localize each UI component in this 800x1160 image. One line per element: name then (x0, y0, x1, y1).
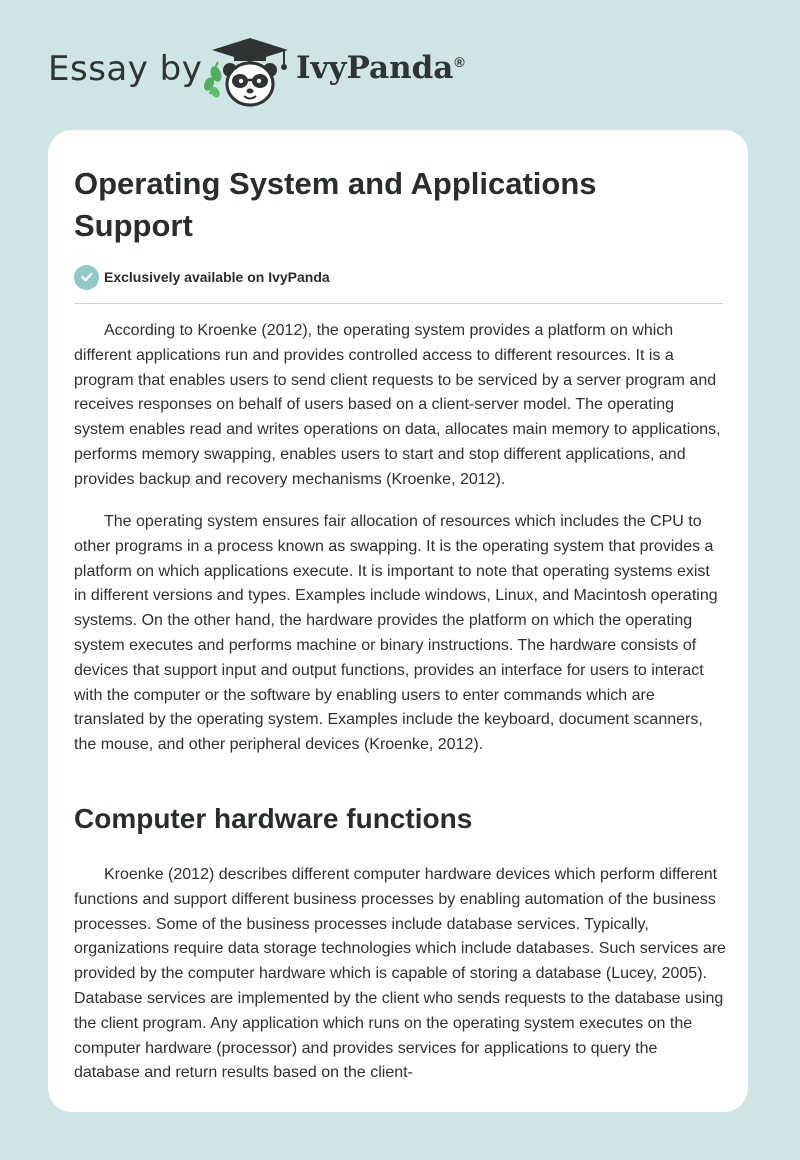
essay-by-label: Essay by (48, 49, 203, 89)
brand-name[interactable]: IvyPanda® (296, 50, 465, 86)
divider (74, 303, 723, 304)
panda-graduate-icon[interactable] (200, 36, 296, 108)
paragraph-2: The operating system ensures fair allocation of resources which includes the CPU to other programs in a process known as swapping. It is the operating system that provides a platform on which applications execute. It is important to note that operating systems exist in different versions and types. Examples include windows, Linux, and Macintosh operating systems. On the other hand, the hardware provides the platform on which the operating system executes and performs machine or binary instructions. The hardware consists of devices that support input and output functions, provides an interface for users to interact with the computer or the software by enabling users to enter commands which are translated by the operating system. Examples include the keyboard, document scanners, the mouse, and other peripheral devices (Kroenke, 2012). (74, 513, 718, 754)
exclusive-badge (74, 264, 330, 290)
exclusive-label: Exclusively available on IvyPanda (104, 269, 330, 285)
section-heading: Computer hardware functions (74, 803, 473, 834)
essay-card (48, 130, 748, 1112)
check-circle-icon (74, 265, 99, 290)
site-header (0, 0, 800, 130)
paragraph-1: According to Kroenke (2012), the operating system provides a platform on which different applications run and provides controlled access to different resources. It is a program that enables users to send client requests to be serviced by a server program and receives responses on behalf of users based on a client-server model. The operating system enables read and writes operations on data, allocates main memory to applications, performs memory swapping, enables users to start and stop different applications, and provides backup and recovery mechanisms (Kroenke, 2012). (74, 322, 721, 488)
paragraph-3: Kroenke (2012) describes different computer hardware devices which perform different functions and support different business processes by enabling automation of the business processes. Some of the business processes include database services. Typically, organizations require data storage technologies which include databases. Such services are provided by the computer hardware which is capable of storing a database (Lucey, 2005). Database services are implemented by the client who sends requests to the database using the client program. Any application which runs on the operating system executes on the computer hardware (processor) and provides services for applications to query the database and return results based on the client- (74, 866, 726, 1082)
page-title: Operating System and Applications Support (74, 166, 597, 243)
